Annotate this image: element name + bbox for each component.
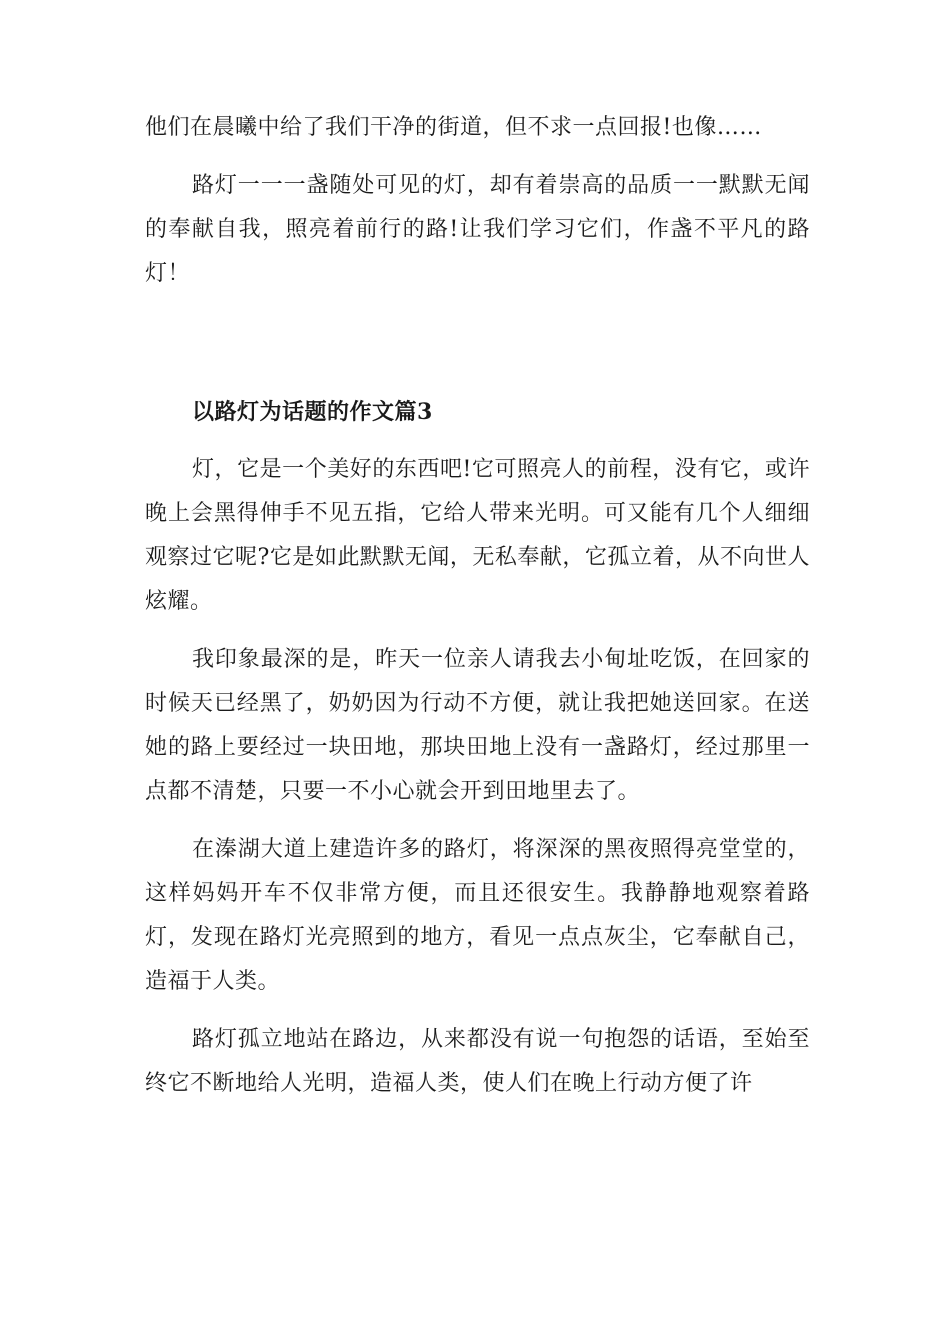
paragraph-continuation: 他们在晨曦中给了我们干净的街道，但不求一点回报!也像…… <box>145 115 762 140</box>
paragraph-3: 在溱湖大道上建造许多的路灯，将深深的黑夜照得亮堂堂的，这样妈妈开车不仅非常方便，而且还很安生。我静静地观察着路灯，发现在路灯光亮照到的地方，看见一点点灰尘，它奉献自己，造福于人类。 <box>145 837 810 994</box>
paragraph-1: 灯，它是一个美好的东西吧!它可照亮人的前程，没有它，或许晚上会黑得伸手不见五指，它给人带来光明。可又能有几个人细细观察过它呢?它是如此默默无闻，无私奉献，它孤立着，从不向世人炫耀。 <box>145 457 810 614</box>
paragraph-conclusion: 路灯一一一盏随处可见的灯，却有着崇高的品质一一默默无闻的奉献自我，照亮着前行的路!让我们学习它们，作盏不平凡的路灯！ <box>145 173 810 286</box>
paragraph-2: 我印象最深的是，昨天一位亲人请我去小甸址吃饭，在回家的时候天已经黑了，奶奶因为行动不方便，就让我把她送回家。在送她的路上要经过一块田地，那块田地上没有一盏路灯，经过那里一点都不清楚，只要一不小心就会开到田地里去了。 <box>145 647 810 804</box>
paragraph-4: 路灯孤立地站在路边，从来都没有说一句抱怨的话语，至始至终它不断地给人光明，造福人类，使人们在晚上行动方便了许 <box>145 1027 810 1096</box>
document-page <box>145 106 810 1106</box>
section-heading: 以路灯为话题的作文篇3 <box>192 399 433 425</box>
